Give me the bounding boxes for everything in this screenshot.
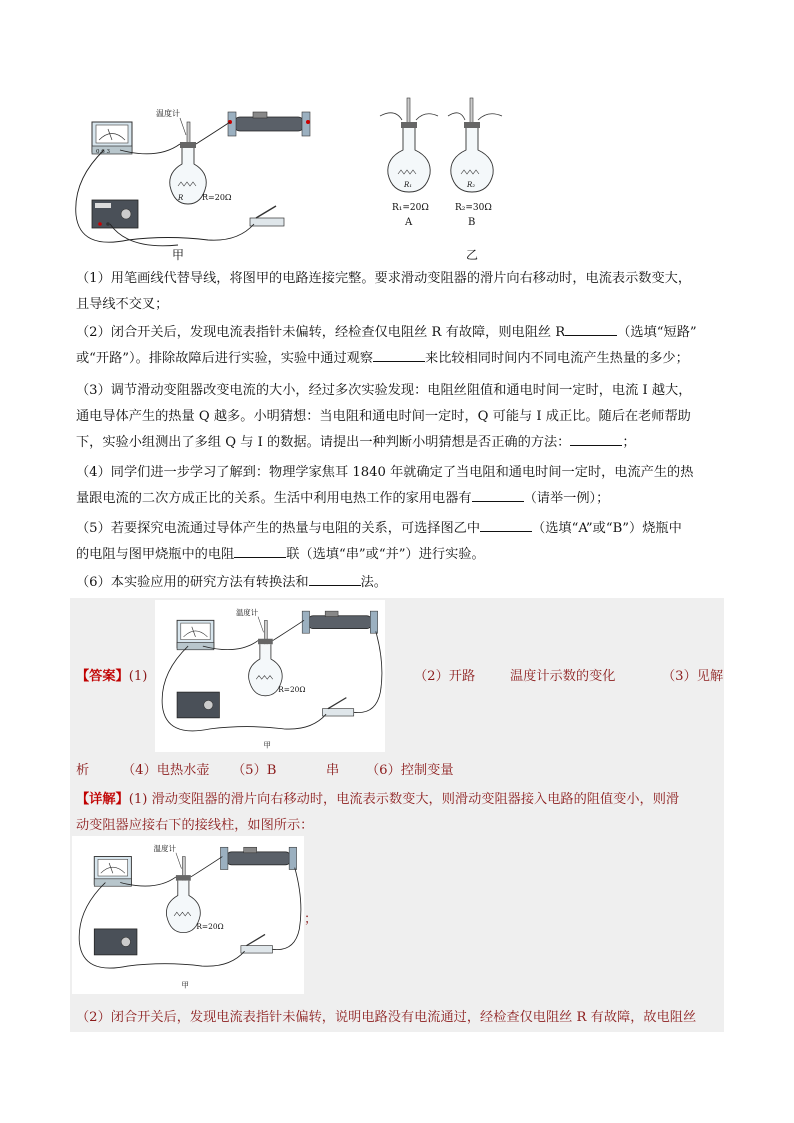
figure-yi-caption: 乙 bbox=[466, 248, 479, 262]
question-1-line-2: 且导线不交叉； bbox=[76, 297, 169, 312]
question-1 bbox=[76, 266, 726, 318]
answer-part-3b: 析 bbox=[76, 763, 90, 778]
detail-line-1 bbox=[76, 788, 679, 807]
answer-part-1: (1) bbox=[128, 669, 148, 684]
detail-line-3: （2）闭合开关后，发现电流表指针未偏转，说明电路没有电流通过，经检查仅电阻丝 R 有故障，故电阻丝 bbox=[76, 1010, 697, 1025]
flask-a-resistance: R₁=20Ω bbox=[392, 203, 429, 213]
answer-blank[interactable] bbox=[570, 431, 622, 446]
answer-tag: 【答案】 bbox=[76, 669, 129, 684]
answer-blank[interactable] bbox=[480, 517, 532, 532]
detail-resistor-label: R=20Ω bbox=[196, 921, 224, 931]
answer-blank[interactable] bbox=[565, 321, 617, 336]
question-2-line-1b: （选填“短路” bbox=[617, 325, 697, 340]
answer-part-6: （6）控制变量 bbox=[366, 763, 454, 778]
detail-tag: 【详解】 bbox=[76, 792, 129, 807]
question-3-line-3a: 下，实验小组测出了多组 Q 与 I 的数据。请提出一种判断小明猜想是否正确的方法： bbox=[76, 435, 571, 450]
figure-jia bbox=[68, 100, 318, 260]
figure-jia-caption: 甲 bbox=[172, 248, 185, 262]
detail-line-1-text: (1) 滑动变阻器的滑片向右移动时，电流表示数变大，则滑动变阻器接入电路的阻值变小，则滑 bbox=[128, 792, 680, 807]
answer-thermometer-label: 温度计 bbox=[235, 607, 259, 617]
question-4-line-2a: 量跟电流的二次方成正比的关系。生活中利用电热工作的家用电器有 bbox=[76, 491, 472, 506]
answer-resistor-label: R=20Ω bbox=[278, 685, 306, 695]
question-5-line-2a: 的电阻与图甲烧瓶中的电阻 bbox=[76, 547, 235, 562]
question-1-line-1: （1）用笔画线代替导线，将图甲的电路连接完整。要求滑动变阻器的滑片向右移动时，电流表示数变大， bbox=[76, 271, 692, 286]
question-5-line-2b: 联（选填“串”或“并”）进行实验。 bbox=[286, 547, 485, 562]
question-2-line-2a: 或“开路”）。排除故障后进行实验，实验中通过观察 bbox=[76, 351, 374, 366]
question-3-line-1: （3）调节滑动变阻器改变电流的大小，经过多次实验发现：电阻丝阻值和通电时间一定时，电流 I 越大， bbox=[76, 383, 692, 398]
detail-figure-caption: 甲 bbox=[181, 980, 189, 990]
ammeter-scale: 0.6 3 bbox=[96, 149, 110, 155]
question-3-line-3b: ； bbox=[622, 435, 636, 450]
answer-part-3: （3）见解 bbox=[662, 669, 724, 684]
question-4-line-1: （4）同学们进一步学习了解到：物理学家焦耳 1840 年就确定了当电阻和通电时间一定时，电流产生的热 bbox=[76, 465, 694, 480]
flask-b-resistance: R₂=30Ω bbox=[455, 203, 492, 213]
answer-part-2: （2）开路 bbox=[414, 669, 476, 684]
detail-circuit-diagram bbox=[72, 836, 304, 994]
question-6-line-a: （6）本实验应用的研究方法有转换法和 bbox=[76, 575, 309, 590]
answer-part-5: （5）B bbox=[232, 763, 277, 778]
detail-thermometer-label: 温度计 bbox=[153, 843, 176, 853]
answer-blank[interactable] bbox=[373, 347, 425, 362]
answer-blank[interactable] bbox=[309, 571, 361, 586]
detail-line-2: 动变阻器应接右下的接线柱，如图所示： bbox=[76, 818, 314, 833]
flask-a-r-label: R₁ bbox=[404, 181, 413, 189]
question-6-line-b: 法。 bbox=[360, 575, 387, 590]
question-6 bbox=[76, 570, 726, 596]
question-5-line-1b: （选填“A”或“B”）烧瓶中 bbox=[532, 521, 682, 536]
question-5-line-1a: （5）若要探究电流通过导体产生的热量与电阻的关系，可选择图乙中 bbox=[76, 521, 481, 536]
question-2 bbox=[76, 320, 726, 372]
question-4 bbox=[76, 460, 726, 512]
question-3 bbox=[76, 378, 726, 456]
flask-b-r-label: R₂ bbox=[467, 181, 476, 189]
detail-figure bbox=[72, 836, 304, 994]
answer-part-5b: 串 bbox=[326, 763, 340, 778]
figure-yi bbox=[370, 92, 510, 237]
resistor-label: R=20Ω bbox=[202, 193, 232, 202]
flasks-diagram-yi bbox=[370, 92, 510, 237]
detail-semicolon: ； bbox=[304, 912, 318, 927]
question-2-line-1a: （2）闭合开关后，发现电流表指针未偏转，经检查仅电阻丝 R 有故障，则电阻丝 R bbox=[76, 325, 566, 340]
resistor-letter: R bbox=[178, 194, 184, 202]
answer-part-2b: 温度计示数的变化 bbox=[510, 669, 616, 684]
answer-figure-caption: 甲 bbox=[263, 740, 271, 750]
circuit-diagram-jia bbox=[68, 100, 318, 260]
question-5 bbox=[76, 516, 726, 568]
thermometer-label: 温度计 bbox=[156, 109, 180, 118]
answer-blank[interactable] bbox=[472, 487, 524, 502]
answer-part-4: （4）电热水壶 bbox=[122, 763, 210, 778]
flask-a-letter: A bbox=[405, 217, 413, 228]
question-2-line-2b: 来比较相同时间内不同电流产生热量的多少； bbox=[425, 351, 689, 366]
question-4-line-2b: （请举一例）； bbox=[523, 491, 610, 506]
question-3-line-2: 通电导体产生的热量 Q 越多。小明猜想：当电阻和通电时间一定时，Q 可能与 I 成正比。随后在老师帮助 bbox=[76, 409, 691, 424]
answer-blank[interactable] bbox=[234, 543, 286, 558]
answer-figure bbox=[155, 600, 385, 752]
flask-b-letter: B bbox=[468, 217, 476, 228]
answer-line-1a bbox=[76, 665, 147, 684]
answer-circuit-diagram bbox=[155, 600, 385, 752]
